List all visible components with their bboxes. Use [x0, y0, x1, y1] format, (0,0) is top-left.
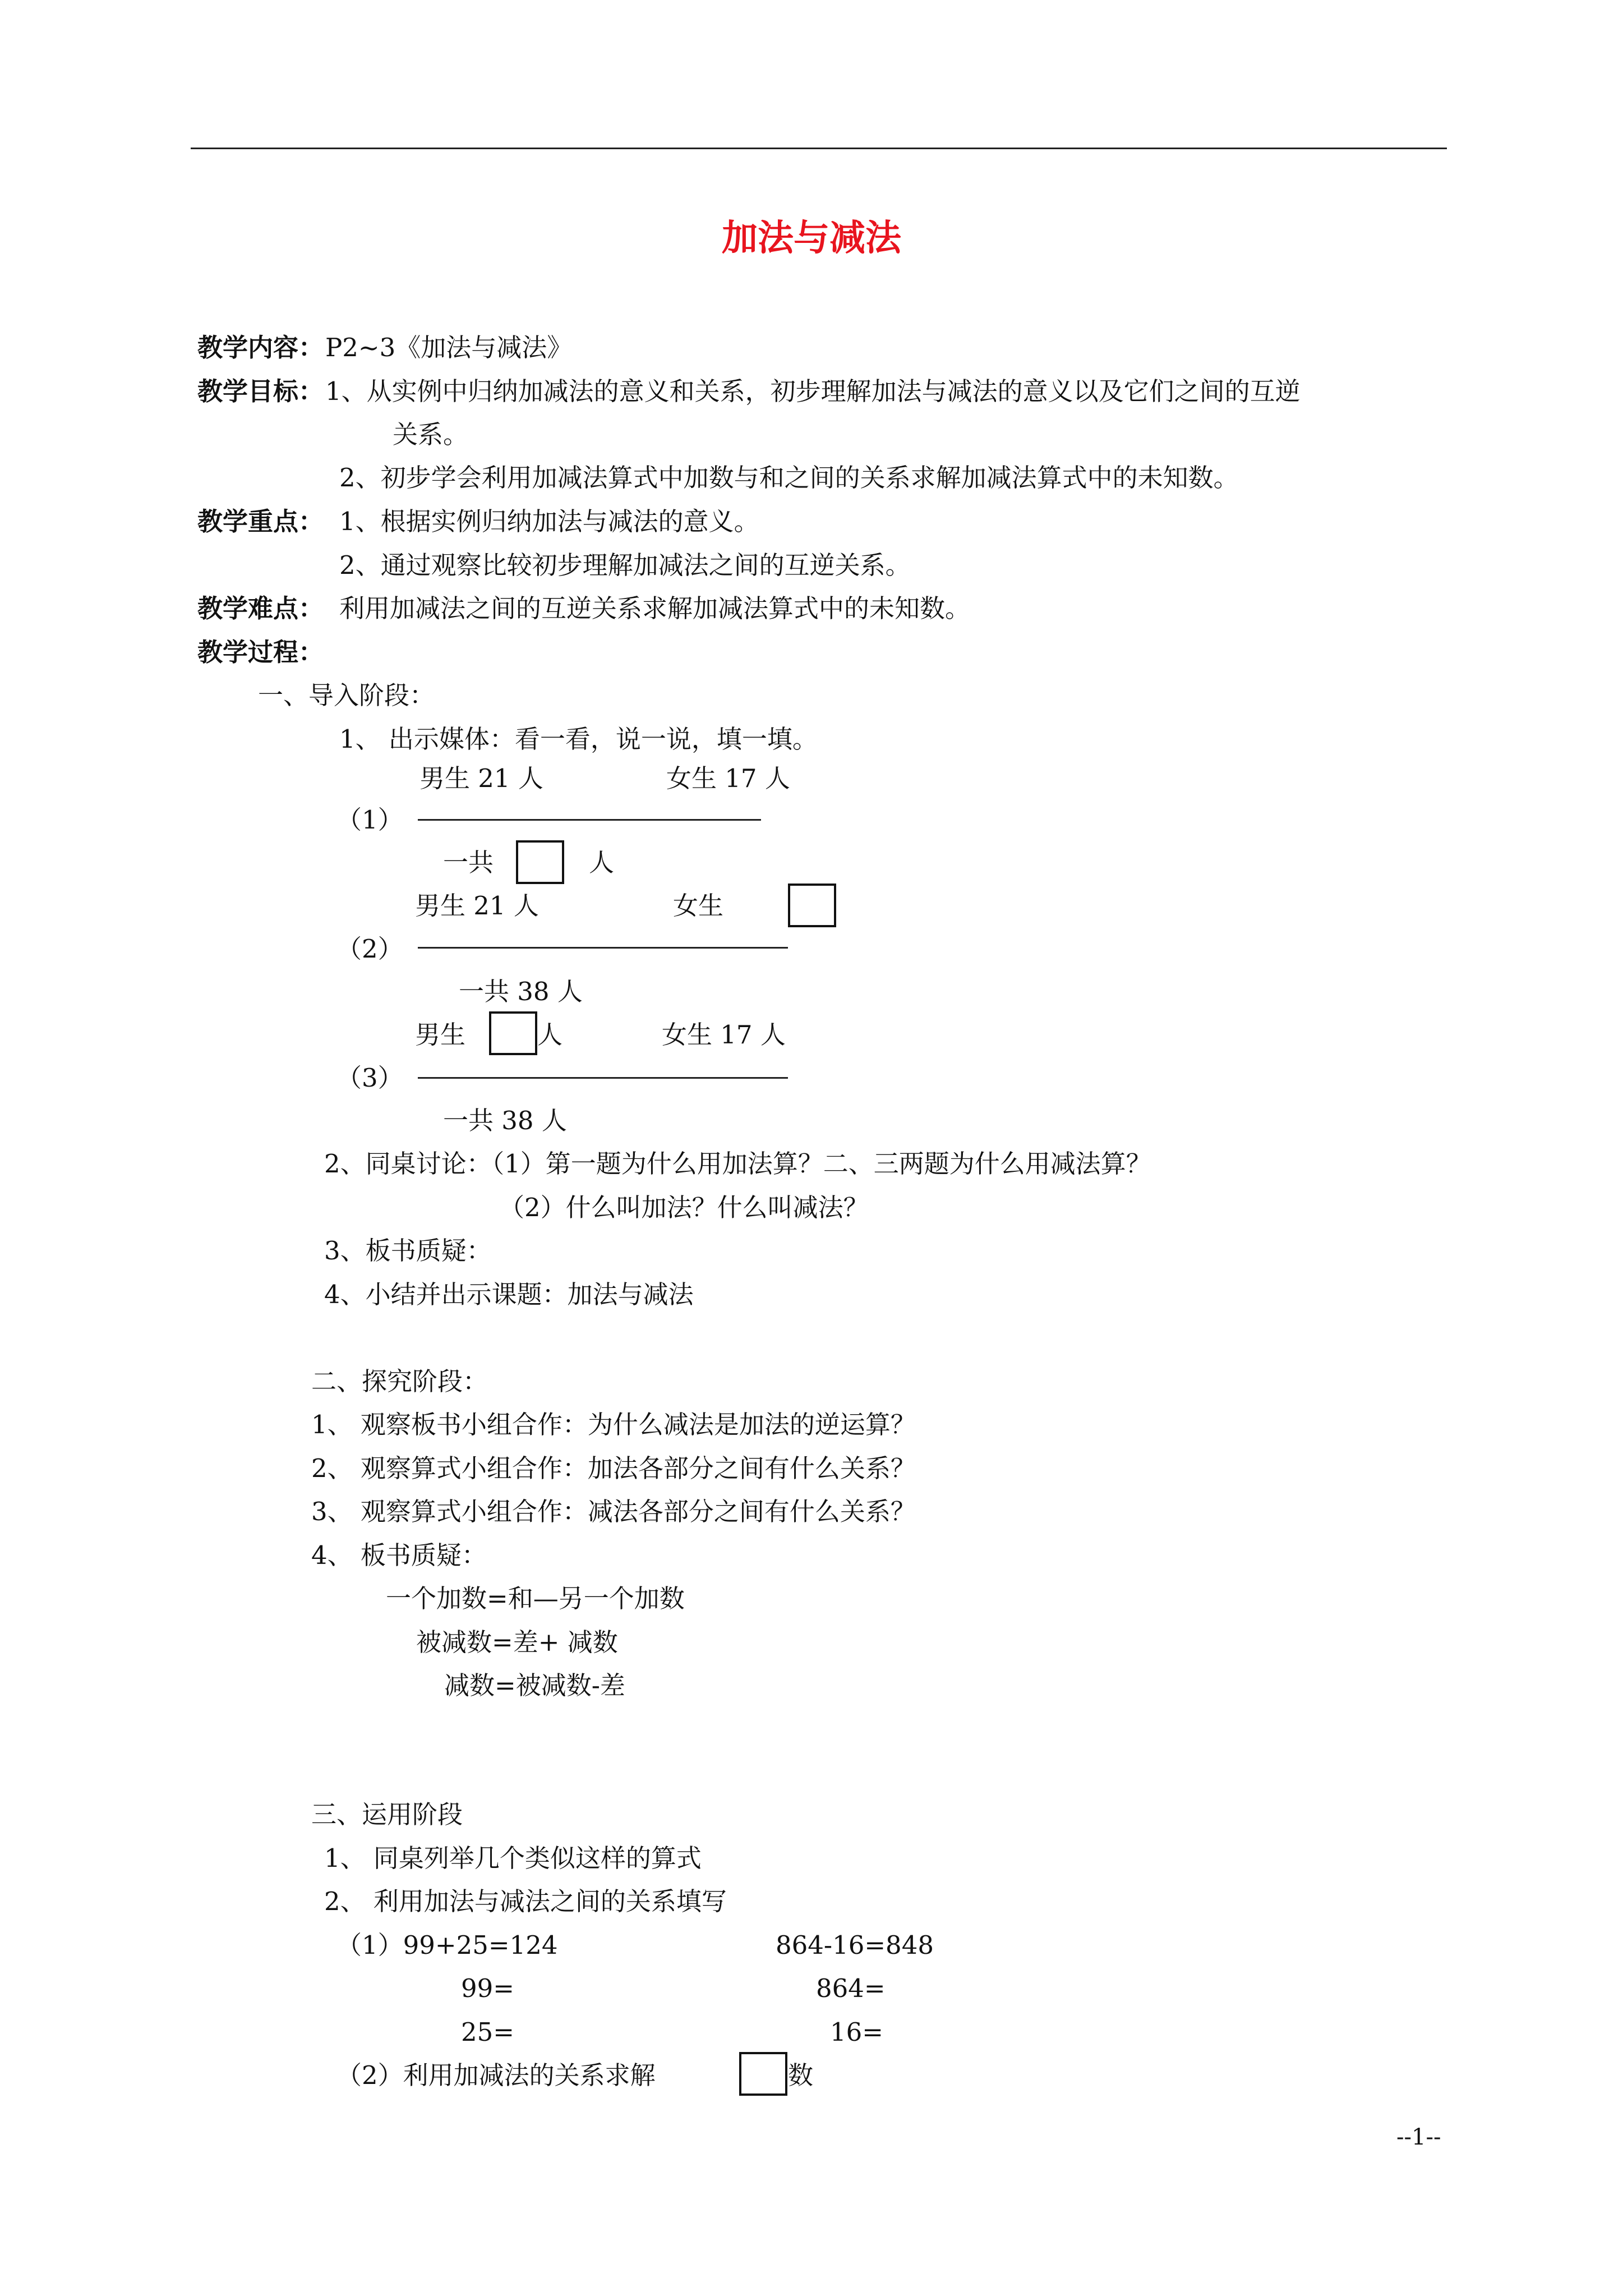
- stage3-answer-box[interactable]: [739, 2052, 787, 2096]
- stage1-item-4: 4、小结并出示课题：加法与减法: [324, 1280, 694, 1309]
- stage3-answer-16: 16=: [830, 2017, 883, 2047]
- stage2-formula-1: 一个加数=和—另一个加数: [386, 1584, 685, 1613]
- stage3-equation-2: 864-16=848: [776, 1930, 934, 1960]
- diagram2-line: [418, 947, 788, 949]
- diagram1-line: [418, 819, 761, 821]
- stage1-item-3: 3、板书质疑：: [324, 1236, 492, 1266]
- diagram3-line: [418, 1077, 788, 1079]
- diagram1-left-label: 男生 21 人: [419, 763, 543, 793]
- stage1-heading: 一、导入阶段：: [258, 680, 435, 710]
- focus-label: 教学重点：: [197, 507, 324, 536]
- page-number: --1--: [1396, 2124, 1441, 2150]
- content-text: P2~3《加法与减法》: [325, 333, 573, 362]
- stage2-item-3: 3、 观察算式小组合作：减法各部分之间有什么关系？: [311, 1497, 916, 1526]
- stage3-sub2-suffix: 数: [788, 2060, 814, 2090]
- goals-item-1: 1、从实例中归纳加减法的意义和关系，初步理解加法与减法的意义以及它们之间的互逆: [325, 376, 1301, 406]
- diagram1-right-label: 女生 17 人: [666, 763, 790, 793]
- focus-item-1: 1、根据实例归纳加法与减法的意义。: [339, 507, 759, 536]
- diagram3-total: 一共 38 人: [443, 1106, 567, 1135]
- stage1-item-2: 2、同桌讨论：（1）第一题为什么用加法算？二、三两题为什么用减法算？: [324, 1149, 1151, 1179]
- diagram3-number: （3）: [336, 1063, 403, 1093]
- stage3-answer-864: 864=: [816, 1973, 886, 2003]
- diagram1-total-suffix: 人: [589, 848, 615, 877]
- stage3-heading: 三、运用阶段: [311, 1800, 463, 1829]
- difficulty-label: 教学难点：: [197, 593, 324, 623]
- header-rule: [191, 148, 1447, 149]
- diagram1-answer-box[interactable]: [516, 840, 564, 884]
- diagram2-total: 一共 38 人: [459, 977, 583, 1006]
- goals-item-2: 2、初步学会利用加减法算式中加数与和之间的关系求解加减法算式中的未知数。: [339, 463, 1239, 493]
- stage3-equation-1: （1）99+25=124: [336, 1930, 558, 1960]
- diagram3-left-prefix: 男生: [415, 1020, 466, 1050]
- stage2-item-1: 1、 观察板书小组合作：为什么减法是加法的逆运算？: [311, 1410, 916, 1439]
- diagram3-right-label: 女生 17 人: [662, 1020, 786, 1050]
- stage2-item-2: 2、 观察算式小组合作：加法各部分之间有什么关系？: [311, 1453, 916, 1483]
- diagram2-left-label: 男生 21 人: [415, 891, 539, 921]
- stage2-formula-3: 减数=被减数-差: [444, 1671, 625, 1700]
- diagram3-answer-box[interactable]: [489, 1011, 537, 1055]
- focus-item-2: 2、通过观察比较初步理解加减法之间的互逆关系。: [339, 550, 911, 580]
- stage3-item-2: 2、 利用加法与减法之间的关系填写: [324, 1887, 727, 1916]
- difficulty-text: 利用加减法之间的互逆关系求解加减法算式中的未知数。: [339, 593, 971, 623]
- page-title: 加法与减法: [722, 217, 901, 259]
- stage2-heading: 二、探究阶段：: [311, 1366, 488, 1396]
- stage3-answer-25: 25=: [461, 2017, 514, 2047]
- stage1-item-1: 1、 出示媒体：看一看，说一说，填一填。: [339, 724, 818, 754]
- stage3-answer-99: 99=: [461, 1973, 514, 2003]
- stage3-sub2-prefix: （2）利用加减法的关系求解: [336, 2060, 656, 2090]
- diagram1-total-prefix: 一共: [443, 848, 494, 877]
- stage3-item-1: 1、 同桌列举几个类似这样的算式: [324, 1843, 702, 1873]
- stage1-item-2b: （2）什么叫加法？什么叫减法？: [499, 1193, 869, 1222]
- content-label: 教学内容：: [197, 333, 324, 362]
- stage2-formula-2: 被减数=差+ 减数: [416, 1627, 618, 1657]
- diagram2-answer-box[interactable]: [788, 884, 836, 927]
- process-label: 教学过程：: [197, 637, 324, 667]
- goals-label: 教学目标：: [197, 376, 324, 406]
- diagram1-number: （1）: [336, 805, 403, 835]
- diagram2-number: （2）: [336, 934, 403, 964]
- stage2-item-4: 4、 板书质疑：: [311, 1540, 487, 1570]
- diagram3-left-suffix: 人: [537, 1020, 563, 1050]
- goals-item-1-cont: 关系。: [393, 420, 469, 449]
- diagram2-right-label: 女生: [673, 891, 724, 921]
